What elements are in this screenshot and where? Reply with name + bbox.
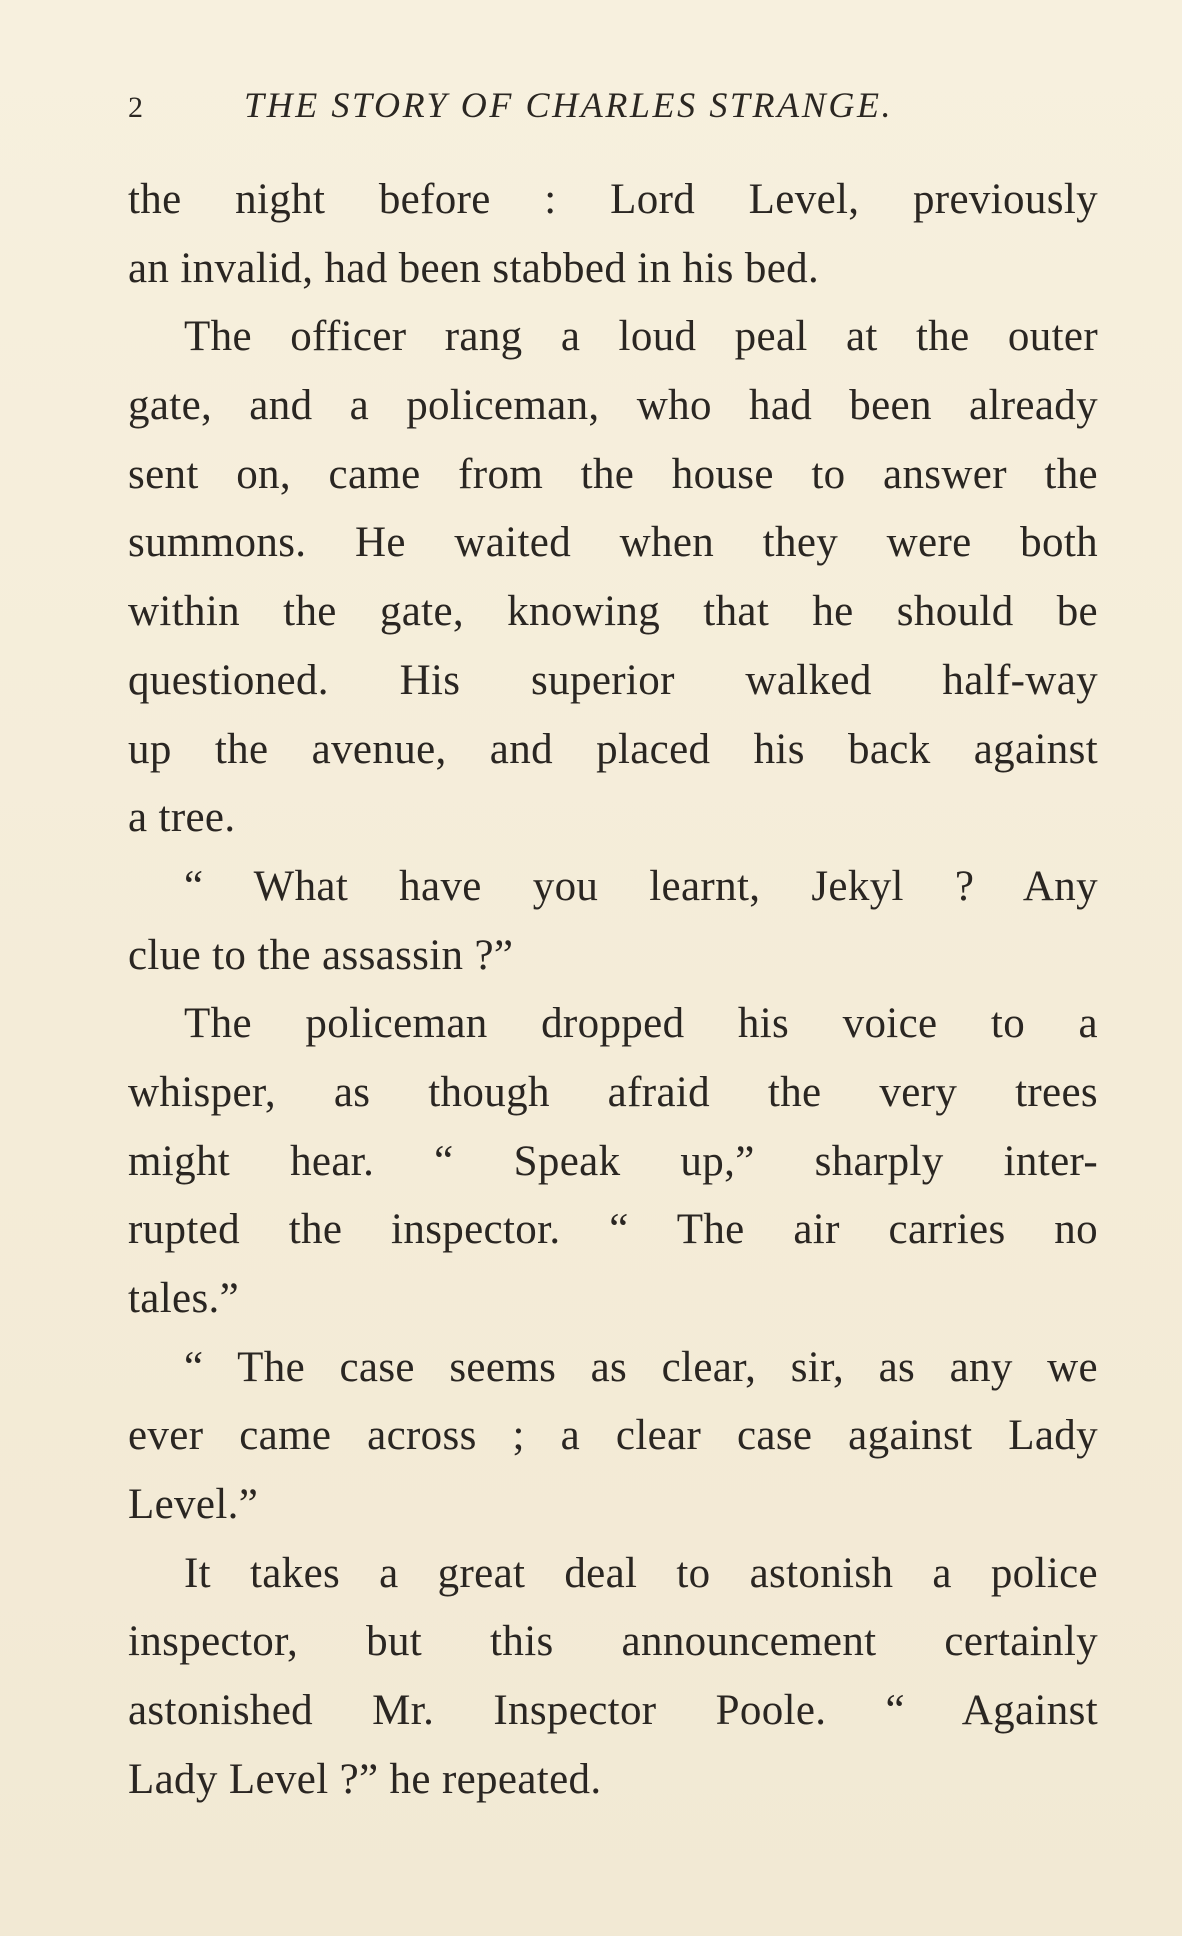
- text-line: It takes a great deal to astonish a police: [184, 1549, 1098, 1597]
- text-line: might hear. “ Speak up,” sharply inter-: [128, 1137, 1098, 1185]
- text-line: a tree.: [128, 794, 236, 842]
- text-line: an invalid, had been stabbed in his bed.: [128, 244, 820, 292]
- text-line: rupted the inspector. “ The air carries no: [128, 1206, 1098, 1254]
- text-line: sent on, came from the house to answer the: [128, 450, 1098, 498]
- text-line: the night before : Lord Level, previously: [128, 176, 1098, 223]
- text-line: Level.”: [128, 1481, 259, 1529]
- text-line: ever came across ; a clear case against Lady: [128, 1412, 1098, 1460]
- text-line: The policeman dropped his voice to a: [184, 1000, 1098, 1048]
- running-title: THE STORY OF CHARLES STRANGE.: [244, 85, 894, 125]
- text-line: whisper, as though afraid the very trees: [128, 1068, 1098, 1116]
- text-line: gate, and a policeman, who had been already: [128, 382, 1098, 430]
- running-head: [128, 82, 1068, 132]
- text-line: inspector, but this announcement certainly: [128, 1618, 1098, 1666]
- text-line: summons. He waited when they were both: [128, 519, 1098, 567]
- text-line: up the avenue, and placed his back against: [128, 725, 1098, 773]
- text-line: “ The case seems as clear, sir, as any we: [184, 1343, 1098, 1391]
- page-number: 2: [128, 91, 143, 124]
- text-line: Lady Level ?” he repeated.: [128, 1755, 602, 1803]
- text-line: within the gate, knowing that he should be: [128, 588, 1098, 636]
- text-line: tales.”: [128, 1275, 240, 1322]
- body-text: [128, 166, 1098, 1815]
- text-line: The officer rang a loud peal at the outer: [184, 313, 1098, 361]
- text-line: astonished Mr. Inspector Poole. “ Against: [128, 1687, 1098, 1735]
- text-line: clue to the assassin ?”: [128, 931, 514, 979]
- text-line: questioned. His superior walked half-way: [128, 656, 1098, 704]
- text-line: “ What have you learnt, Jekyl ? Any: [184, 862, 1098, 910]
